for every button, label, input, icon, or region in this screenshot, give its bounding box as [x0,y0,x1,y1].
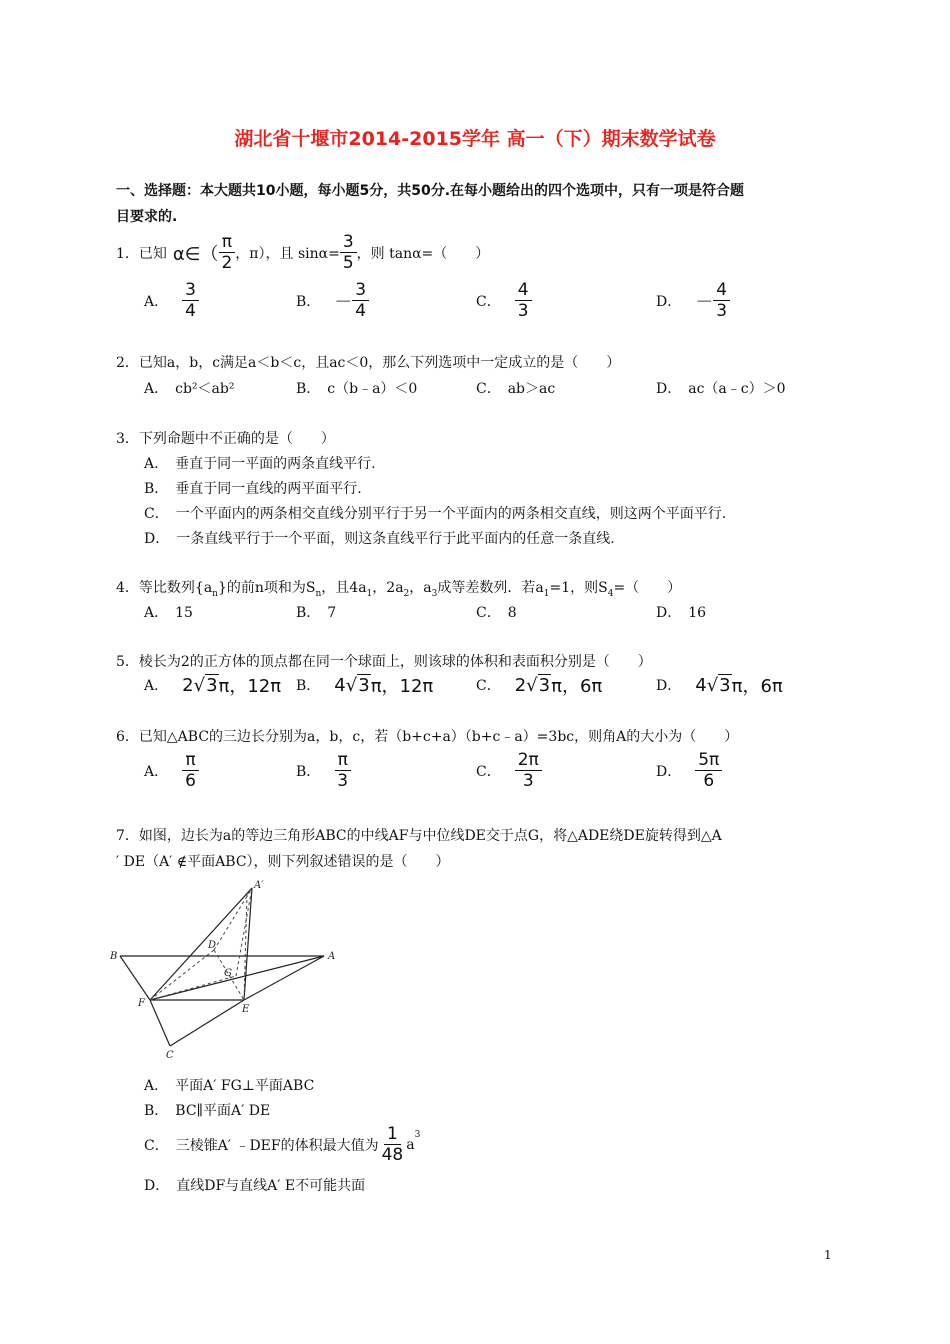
sqrt-icon: √ [706,674,719,696]
q4-part: }的前n项和为S [217,580,316,596]
option-text: C． 三棱锥A′ ﹣DEF的体积最大值为 [144,1137,379,1154]
tail: π，6π [551,676,603,697]
q4-sub: n [212,588,218,599]
tail: π，12π [218,676,282,697]
q4-part: ，a [409,580,432,596]
radicand: 3 [719,675,731,696]
q5-option-c [476,672,602,698]
q4-sub: 2 [403,588,410,599]
frac-den: 3 [716,301,728,321]
frac-den: 48 [381,1145,404,1165]
label-G: G [224,968,232,979]
q4-sub: n [315,588,322,599]
option-label: D． [656,678,682,694]
frac-den: 6 [703,771,715,791]
q7-option-a: A． 平面A′ FG⊥平面ABC [144,1078,315,1094]
option-fraction [515,750,542,791]
option-label: C． [476,678,501,694]
frac-den: 4 [355,301,367,321]
option-label: C． [476,293,501,310]
frac-den: 6 [185,771,196,791]
coef: 2 [514,674,527,696]
page-title: 湖北省十堰市2014-2015学年 高一（下）期末数学试卷 [234,128,716,150]
q7-option-c [144,1124,420,1165]
sqrt-icon: √ [526,674,538,696]
q5-option-a [144,672,281,698]
sqrt-icon: √ [193,674,206,696]
label-C: C [166,1050,174,1060]
q2-option-a: A． cb²＜ab² [144,381,235,397]
label-F: F [138,998,145,1009]
segment-FA1 [150,888,252,1000]
option-var: a [406,1136,415,1153]
q4-part: ，且4a [321,580,367,596]
section-heading-line2: 目要求的. [116,209,178,225]
q1-frac-num: π [219,232,235,253]
option-fraction [182,750,199,791]
option-label: A． [144,678,169,694]
frac-den: 3 [337,771,349,791]
q4-option-a: A． 15 [144,605,193,621]
q6-option-a [144,750,199,791]
option-label: B． [296,293,321,310]
question-6-stem: 6．已知△ABC的三边长分别为a，b，c，若（b+c+a）（b+c﹣a）=3bc，则角A的大小为（ ） [116,729,739,745]
question-4-stem [116,577,681,599]
label-E: E [242,1004,250,1015]
q3-option-d: D． 一条直线平行于一个平面，则这条直线平行于此平面内的任意一条直线. [144,531,615,547]
option-label: C． [476,763,501,780]
q4-sub: 4 [607,588,614,599]
frac-num: π [182,750,198,771]
label-B: B [110,951,118,962]
option-label: B． [296,763,321,780]
option-fraction [379,1124,407,1165]
tail: π，6π [731,676,783,697]
q2-option-b: B． c（b﹣a）＜0 [296,381,418,397]
q1-frac-den: 2 [221,253,233,273]
q4-option-d: D． 16 [656,605,707,621]
option-fraction [515,280,532,321]
coef: 2 [182,674,194,696]
frac-num: 2π [515,750,542,771]
q6-option-c [476,750,542,791]
coef: 4 [695,674,707,696]
q4-option-c: C． 8 [476,605,517,621]
label-A-prime: A′ [254,880,264,891]
q1-option-b [296,280,369,321]
q1-prefix: 1．已知 [116,245,167,262]
q5-option-b [296,672,433,698]
section-heading-line1: 一、选择题：本大题共10小题，每小题5分，共50分.在每小题给出的四个选项中，只有一项是符合题 [116,183,745,199]
q1-option-d [656,280,730,321]
option-fraction [713,280,730,321]
geometry-figure [108,880,340,1060]
frac-num: 4 [713,280,730,301]
option-label: D． [656,763,682,780]
frac-num: 1 [384,1124,401,1145]
question-3-stem: 3．下列命题中不正确的是（ ） [116,431,335,447]
segment-FG [150,976,236,1000]
q1-frac2-den: 5 [342,253,354,273]
q4-part: =1，则S [549,580,608,596]
frac-num: 5π [695,750,722,771]
question-7-line2: ′ DE（A′ ∉平面ABC），则下列叙述错误的是（ ） [116,854,450,870]
q4-sub: 1 [366,588,373,599]
frac-num: 3 [182,280,199,301]
frac-den: 3 [522,771,534,791]
segment-FA [150,956,324,1000]
question-7-line1: 7．如图，边长为a的等边三角形ABC的中线AF与中位线DE交于点G，将△ADE绕DE旋转得到△A [116,828,722,844]
question-1-stem [116,232,489,273]
q6-option-b [296,750,351,791]
q5-option-d [656,672,783,698]
q1-three-fifths [340,232,357,273]
option-label: A． [144,763,169,780]
q4-sub: 1 [543,588,550,599]
label-A: A [328,951,336,962]
radicand: 3 [538,675,551,696]
sqrt-icon: √ [345,674,358,696]
option-label: B． [296,678,321,694]
frac-num: π [335,750,351,771]
page-number: 1 [824,1248,832,1262]
segment-EA [244,956,324,1000]
question-2-stem: 2．已知a，b，c满足a＜b＜c，且ac＜0，那么下列选项中一定成立的是（ ） [116,355,621,371]
q1-frac2-num: 3 [340,232,357,253]
q2-option-d: D． ac（a﹣c）＞0 [656,381,786,397]
q7-option-b: B． BC∥平面A′ DE [144,1103,271,1119]
segment-BF [120,956,150,1000]
coef: 4 [334,674,346,696]
minus-sign: － [695,291,714,313]
q4-part: 成等差数列．若a [437,580,544,596]
q4-part: ，2a [372,580,404,596]
segment-CE [170,1000,244,1046]
option-fraction [352,280,369,321]
q1-alpha-in: α∈（ [172,243,219,265]
option-label: D． [656,293,682,310]
q4-option-b: B． 7 [296,605,337,621]
frac-den: 3 [517,301,529,321]
q1-pi-over-two [218,232,235,273]
frac-num: 3 [352,280,369,301]
label-D: D [208,940,217,951]
q1-tail: ，则 tanα=（ ） [356,245,490,262]
q1-mid: ，π），且 sinα= [235,245,340,262]
q7-option-d: D． 直线DF与直线A′ E不可能共面 [144,1178,366,1194]
q1-option-a [144,280,199,321]
tail: π，12π [370,676,434,697]
q1-option-c [476,280,532,321]
option-fraction [334,750,351,791]
q3-option-c: C． 一个平面内的两条相交直线分别平行于另一个平面内的两条相交直线，则这两个平面平行. [144,506,727,522]
question-5-stem: 5．棱长为2的正方体的顶点都在同一个球面上，则该球的体积和表面积分别是（ ） [116,654,652,670]
q3-option-b: B． 垂直于同一直线的两平面平行. [144,481,362,497]
q4-part: 4．等比数列{a [116,580,213,596]
frac-num: 4 [515,280,532,301]
segment-FC [150,1000,170,1046]
radicand: 3 [358,675,370,696]
q3-option-a: A． 垂直于同一平面的两条直线平行. [144,456,376,472]
q4-part: =（ ） [613,580,682,596]
q6-option-d [656,750,722,791]
minus-sign: － [334,291,353,313]
option-fraction [182,280,199,321]
frac-den: 4 [185,301,196,321]
option-label: A． [144,293,169,310]
radicand: 3 [206,675,218,696]
option-fraction [695,750,722,791]
q2-option-c: C． ab＞ac [476,381,556,397]
q4-sub: 3 [431,588,438,599]
option-exp: 3 [414,1130,421,1140]
segment-GA1 [236,888,252,976]
